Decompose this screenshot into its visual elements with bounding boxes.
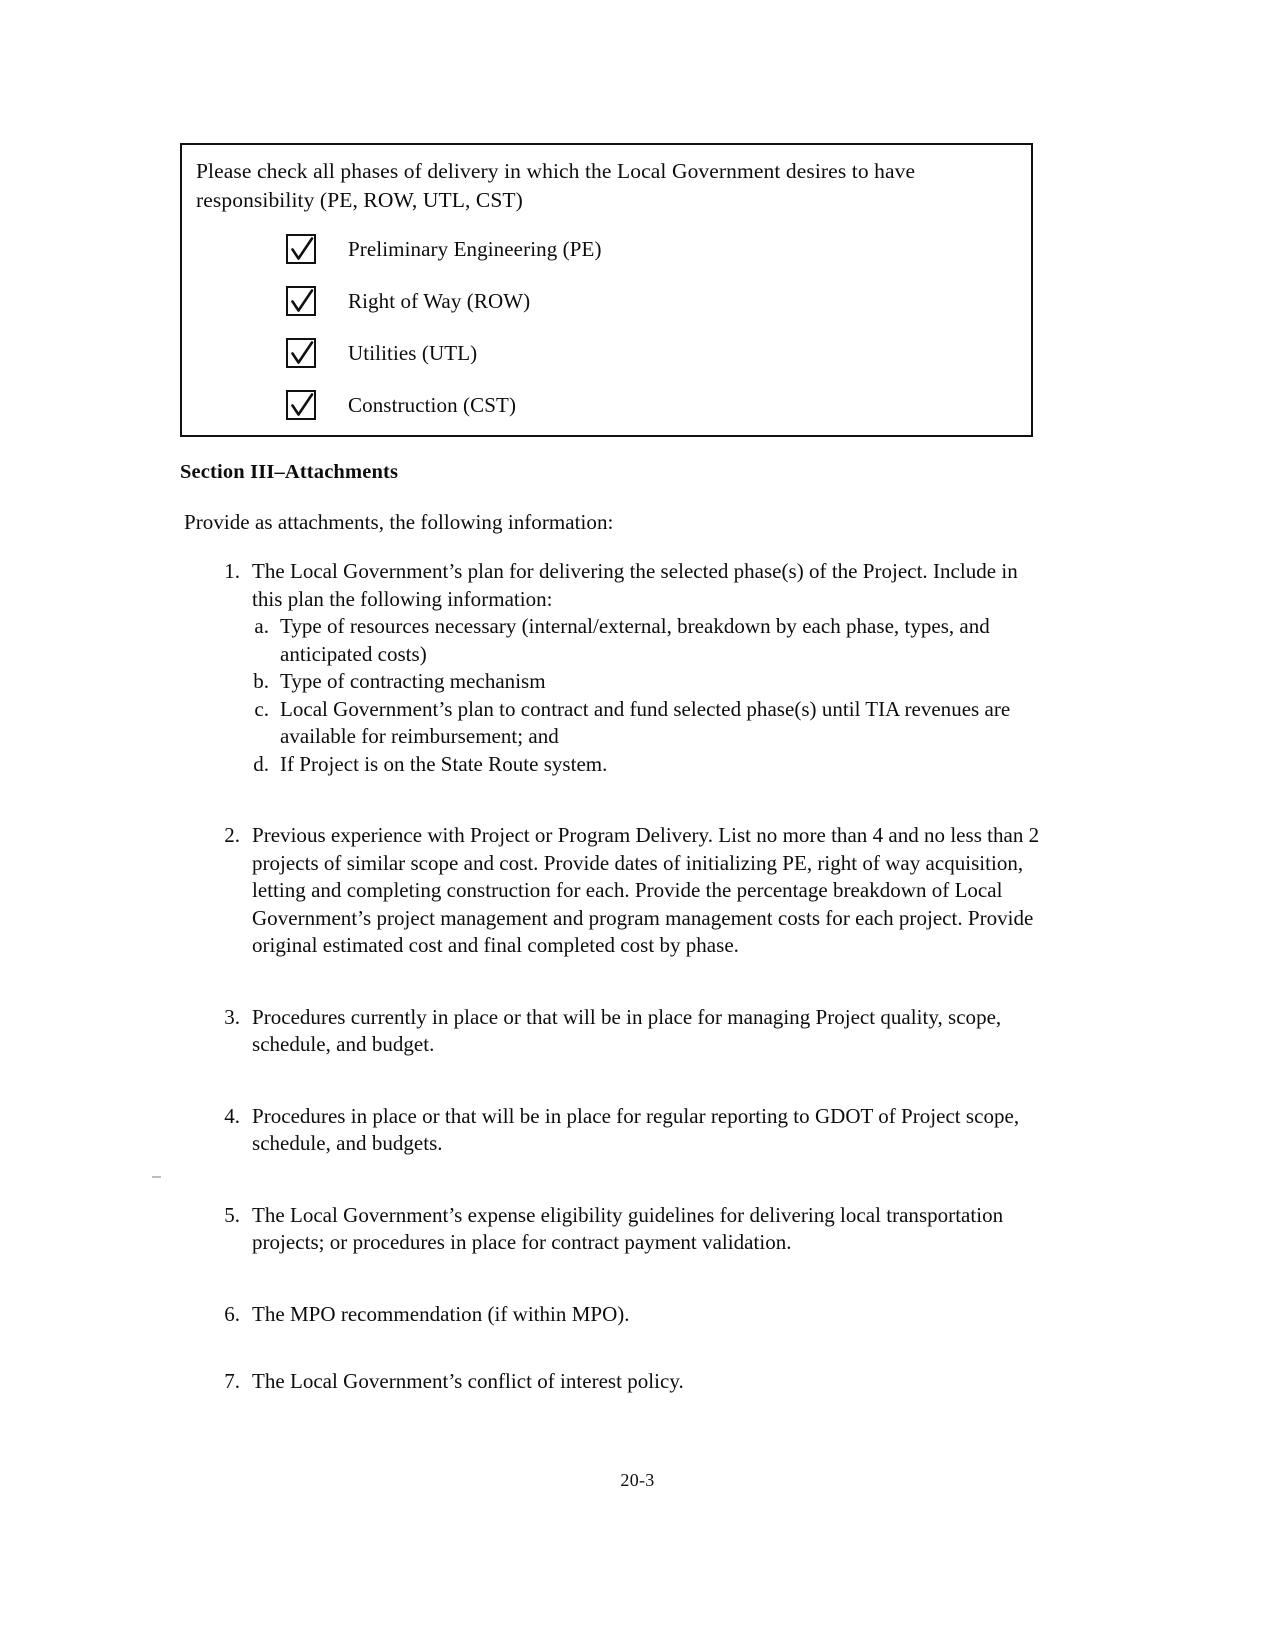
list-item-6 — [216, 1301, 1044, 1329]
list-item-1d-text: If Project is on the State Route system. — [280, 751, 608, 776]
list-item-3 — [216, 1004, 1044, 1059]
sublist-item-1 — [250, 613, 1044, 778]
page-number: 20-3 — [620, 1470, 655, 1490]
phase-instruction-text: Please check all phases of delivery in which the Local Government desires to have responsibility (PE, ROW, UTL, CST) — [196, 159, 916, 212]
list-item-2 — [216, 822, 1044, 960]
section-lead-text: Provide as attachments, the following information: — [184, 510, 614, 534]
list-item-1a — [250, 613, 1044, 668]
spacer — [184, 960, 1044, 1004]
list-item-7-number: 7. — [224, 1369, 240, 1393]
attachments-list — [184, 558, 1044, 1396]
phase-label-utl: Utilities (UTL) — [348, 341, 478, 365]
phase-label-pe: Preliminary Engineering (PE) — [348, 237, 602, 261]
list-item-5 — [216, 1202, 1044, 1257]
list-item-7 — [216, 1368, 1044, 1396]
list-item-1a-text: Type of resources necessary (internal/external, breakdown by each phase, types, and anticipated costs) — [280, 614, 990, 666]
list-item-2-text: Previous experience with Project or Program Delivery. List no more than 4 and no less than 2 projects of similar scope and cost. Provide dates of initializing PE, right of way acquisition, letting and completing construction for each. Provide the percentage breakdown of Local Government’s project management and program management costs for each project. Provide original estimated cost and final completed cost by phase. — [252, 823, 1040, 957]
list-item-1d-number: d. — [253, 751, 269, 776]
section-heading: Section III–Attachments — [180, 461, 399, 483]
page-footer — [0, 1470, 1275, 1491]
phase-label-cst: Construction (CST) — [348, 393, 517, 417]
checkbox-preliminary-engineering[interactable] — [286, 234, 316, 264]
list-item-1-text: The Local Government’s plan for delivering the selected phase(s) of the Project. Include in this plan the following information: — [252, 559, 1018, 611]
list-item-1c-text: Local Government’s plan to contract and fund selected phase(s) until TIA revenues are available for reimbursement; and — [280, 696, 1011, 748]
spacer — [184, 1158, 1044, 1202]
phase-row-pe[interactable] — [286, 223, 986, 275]
list-item-4 — [216, 1103, 1044, 1158]
list-item-1d — [250, 751, 1044, 779]
scan-artifact-mark — [152, 1176, 161, 1178]
list-item-2-number: 2. — [224, 823, 240, 847]
phase-selection-panel — [180, 143, 1033, 437]
check-icon — [289, 340, 315, 367]
checkbox-right-of-way[interactable] — [286, 286, 316, 316]
list-item-1c — [250, 696, 1044, 751]
spacer — [184, 1059, 1044, 1103]
list-item-3-number: 3. — [224, 1004, 240, 1029]
list-item-1b-number: b. — [253, 669, 269, 693]
spacer — [184, 778, 1044, 822]
list-item-1c-number: c. — [254, 696, 269, 721]
list-item-1-number: 1. — [224, 559, 240, 583]
list-item-1b-text: Type of contracting mechanism — [280, 669, 546, 693]
list-item-4-text: Procedures in place or that will be in place for regular reporting to GDOT of Project scope, schedule, and budgets. — [252, 1103, 1020, 1155]
list-item-3-text: Procedures currently in place or that will be in place for managing Project quality, scope, schedule, and budget. — [252, 1004, 1002, 1056]
list-item-6-text: The MPO recommendation (if within MPO). — [252, 1301, 630, 1326]
list-item-5-text: The Local Government’s expense eligibility guidelines for delivering local transportation projects; or procedures in place for contract payment validation. — [252, 1202, 1004, 1254]
list-item-1a-number: a. — [254, 614, 269, 638]
spacer — [184, 1328, 1044, 1368]
phase-row-cst[interactable] — [286, 379, 986, 431]
list-item-1b — [250, 668, 1044, 696]
phase-row-row[interactable] — [286, 275, 986, 327]
list-item-6-number: 6. — [224, 1301, 240, 1326]
list-item-7-text: The Local Government’s conflict of interest policy. — [252, 1369, 684, 1393]
phase-row-utl[interactable] — [286, 327, 986, 379]
list-item-1 — [216, 558, 1044, 613]
checkbox-construction[interactable] — [286, 390, 316, 420]
check-icon — [289, 288, 315, 315]
phase-label-row: Right of Way (ROW) — [348, 289, 531, 313]
phase-checkbox-list — [286, 223, 986, 431]
check-icon — [289, 236, 315, 263]
list-item-5-number: 5. — [224, 1202, 240, 1227]
check-icon — [289, 392, 315, 419]
spacer — [184, 1257, 1044, 1301]
checkbox-utilities[interactable] — [286, 338, 316, 368]
list-item-4-number: 4. — [224, 1103, 240, 1128]
